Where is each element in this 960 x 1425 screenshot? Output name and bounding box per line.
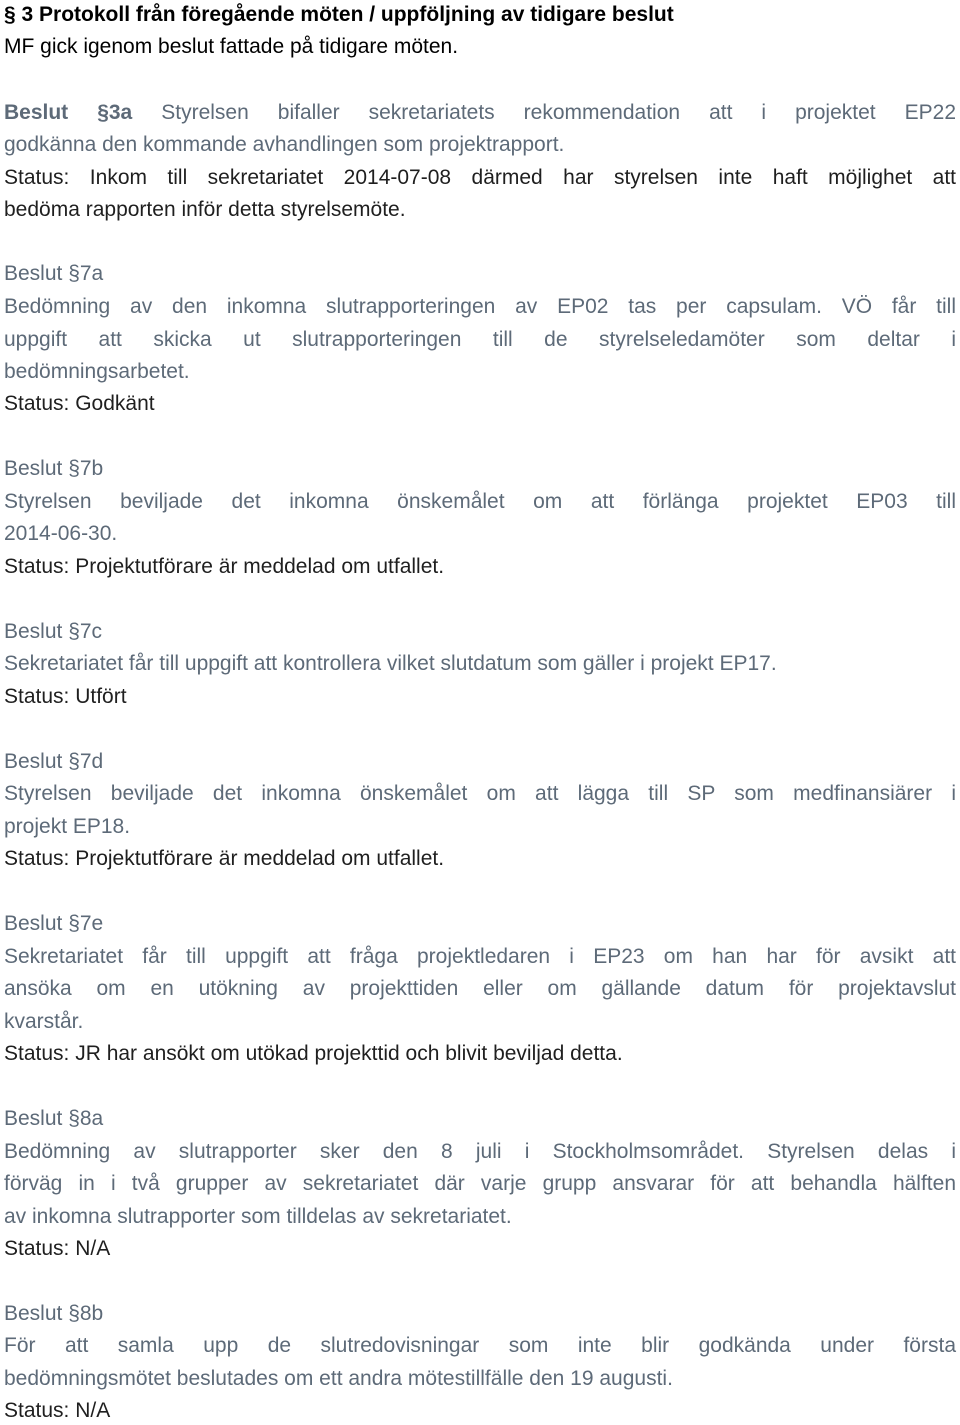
- decision-8a-status: Status: N/A: [4, 1237, 111, 1260]
- decision-7e-status: Status: JR har ansökt om utökad projekttid och blivit beviljad detta.: [4, 1042, 623, 1065]
- decision-8a-title: Beslut §8a: [4, 1107, 104, 1130]
- decision-7c-status: Status: Utfört: [4, 685, 127, 708]
- decision-7e-text-2: ansöka om en utökning av projekttiden eller om gällande datum för projektavslut: [4, 977, 956, 1000]
- decision-7a-text-3: bedömningsarbetet.: [4, 360, 190, 383]
- decision-3a-line-2: godkänna den kommande avhandlingen som projektrapport.: [4, 133, 565, 156]
- decision-7e-text-1: Sekretariatet får till uppgift att fråga projektledaren i EP23 om han har för avsikt att: [4, 945, 956, 968]
- decision-3a-line-1: [4, 101, 956, 125]
- decision-8b-status: Status: N/A: [4, 1399, 111, 1422]
- decision-8a-text-3: av inkomna slutrapporter som tilldelas av sekretariatet.: [4, 1205, 512, 1228]
- decision-8a-text-1: Bedömning av slutrapporter sker den 8 juli i Stockholmsområdet. Styrelsen delas i: [4, 1140, 956, 1163]
- decision-7d-title: Beslut §7d: [4, 750, 104, 773]
- decision-8b-title: Beslut §8b: [4, 1302, 104, 1325]
- decision-3a-status-2: bedöma rapporten inför detta styrelsemöte.: [4, 198, 406, 221]
- decision-7a-status: Status: Godkänt: [4, 392, 155, 415]
- section-intro: MF gick igenom beslut fattade på tidigare möten.: [4, 35, 459, 58]
- decision-3a-status-1: Status: Inkom till sekretariatet 2014-07-08 därmed har styrelsen inte haft möjlighet att: [4, 166, 956, 189]
- decision-8b-text-1: För att samla upp de slutredovisningar som inte blir godkända under första: [4, 1334, 956, 1357]
- section-heading: § 3 Protokoll från föregående möten / uppföljning av tidigare beslut: [4, 3, 674, 26]
- decision-7d-text-2: projekt EP18.: [4, 815, 131, 838]
- decision-3a-title-prefix: Beslut: [4, 101, 98, 124]
- decision-7a-title: Beslut §7a: [4, 262, 104, 285]
- decision-7e-title: Beslut §7e: [4, 912, 104, 935]
- decision-3a-text-1: Styrelsen bifaller sekretariatets rekommendation att i projektet EP22: [132, 101, 956, 124]
- decision-7a-text-1: Bedömning av den inkomna slutrapporteringen av EP02 tas per capsulam. VÖ får till: [4, 295, 956, 318]
- decision-7c-title: Beslut §7c: [4, 620, 103, 643]
- decision-7b-text-2: 2014-06-30.: [4, 522, 118, 545]
- decision-7b-text-1: Styrelsen beviljade det inkomna önskemålet om att förlänga projektet EP03 till: [4, 490, 956, 513]
- decision-8b-text-2: bedömningsmötet beslutades om ett andra mötestillfälle den 19 augusti.: [4, 1367, 673, 1390]
- decision-8a-text-2: förväg in i två grupper av sekretariatet där varje grupp ansvarar för att behandla hälften: [4, 1172, 956, 1195]
- decision-7b-status: Status: Projektutförare är meddelad om utfallet.: [4, 555, 445, 578]
- decision-3a-title-code: 3a: [108, 101, 133, 124]
- decision-7b-title: Beslut §7b: [4, 457, 104, 480]
- decision-3a-title: Beslut §3a: [4, 101, 133, 124]
- decision-7e-text-3: kvarstår.: [4, 1010, 84, 1033]
- decision-7c-text-1: Sekretariatet får till uppgift att kontrollera vilket slutdatum som gäller i projekt EP17.: [4, 652, 777, 675]
- decision-7d-text-1: Styrelsen beviljade det inkomna önskemålet om att lägga till SP som medfinansiärer i: [4, 782, 956, 805]
- decision-7a-text-2: uppgift att skicka ut slutrapporteringen till de styrelseledamöter som deltar i: [4, 328, 956, 351]
- decision-7d-status: Status: Projektutförare är meddelad om utfallet.: [4, 847, 445, 870]
